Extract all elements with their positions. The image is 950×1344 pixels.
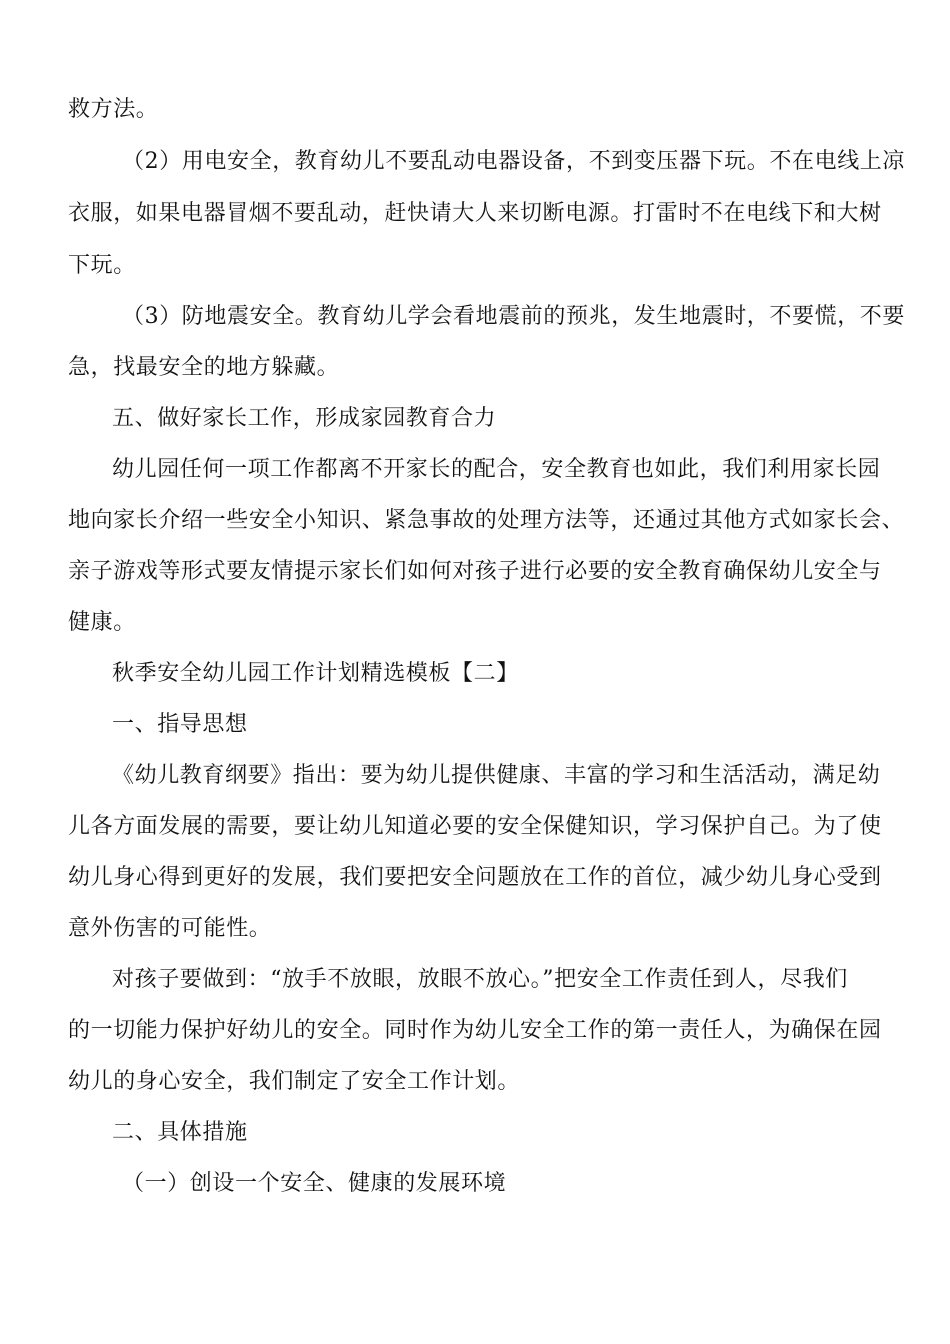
text-line: 衣服，如果电器冒烟不要乱动，赶快请大人来切断电源。打雷时不在电线下和大树 (68, 201, 882, 226)
text-line: 健康。 (68, 610, 136, 635)
text-line: 急，找最安全的地方躲藏。 (68, 355, 340, 380)
text-line: 亲子游戏等形式要友情提示家长们如何对孩子进行必要的安全教育确保幼儿安全与 (68, 559, 882, 584)
text-line: （3）防地震安全。教育幼儿学会看地震前的预兆，发生地震时，不要慌，不要 (122, 304, 905, 329)
text-line: （2）用电安全，教育幼儿不要乱动电器设备，不到变压器下玩。不在电线上凉 (122, 149, 905, 174)
template-title: 秋季安全幼儿园工作计划精选模板【二】 (112, 661, 519, 686)
text-line: 的一切能力保护好幼儿的安全。同时作为幼儿安全工作的第一责任人，为确保在园 (68, 1018, 882, 1043)
section-heading: 五、做好家长工作，形成家园教育合力 (112, 406, 497, 431)
text-line: 地向家长介绍一些安全小知识、紧急事故的处理方法等，还通过其他方式如家长会、 (68, 508, 905, 533)
text-line: 幼儿的身心安全，我们制定了安全工作计划。 (68, 1069, 521, 1094)
section-heading: 二、具体措施 (112, 1120, 248, 1145)
subsection-heading: （一）创设一个安全、健康的发展环境 (122, 1171, 507, 1196)
text-line: 救方法。 (68, 97, 159, 122)
text-line: 意外伤害的可能性。 (68, 916, 272, 941)
text-line: 幼儿身心得到更好的发展，我们要把安全问题放在工作的首位，减少幼儿身心受到 (68, 865, 882, 890)
section-heading: 一、指导思想 (112, 712, 248, 737)
text-line: 对孩子要做到：“放手不放眼，放眼不放心。”把安全工作责任到人，尽我们 (112, 967, 848, 992)
text-line: 儿各方面发展的需要，要让幼儿知道必要的安全保健知识，学习保护自己。为了使 (68, 814, 882, 839)
text-line: 下玩。 (68, 253, 136, 278)
text-line: 幼儿园任何一项工作都离不开家长的配合，安全教育也如此，我们利用家长园 (112, 457, 881, 482)
text-line: 《幼儿教育纲要》指出：要为幼儿提供健康、丰富的学习和生活活动，满足幼 (112, 763, 881, 788)
